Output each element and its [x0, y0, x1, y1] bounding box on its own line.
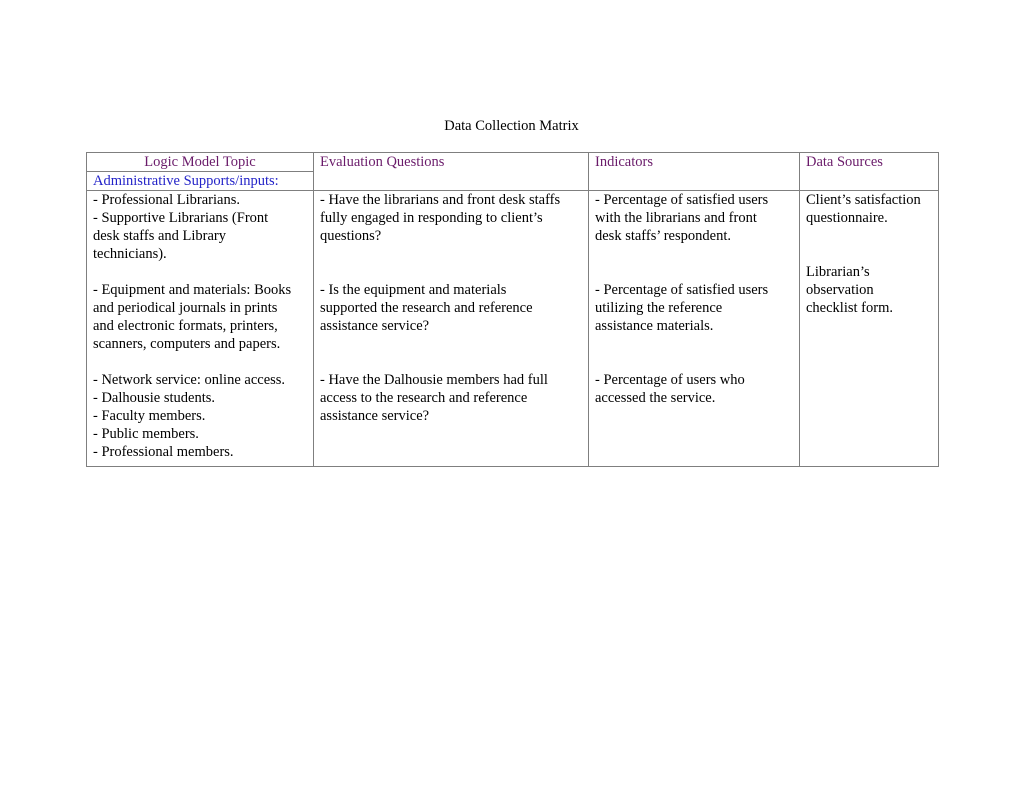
cell-text-line: - Professional Librarians.	[93, 192, 240, 208]
cell-text-line: with the librarians and front	[595, 210, 757, 226]
cell-text-line: assistance service?	[320, 318, 430, 334]
cell-text-line: questions?	[320, 228, 382, 244]
cell-text-line: - Percentage of satisfied users	[595, 282, 769, 298]
cell-text-line: access to the research and reference	[320, 390, 528, 406]
cell-text-line: - Faculty members.	[93, 408, 206, 424]
cell-text-line: - Public members.	[93, 426, 199, 442]
cell-text-line: Librarian’s	[806, 264, 870, 280]
cell-text-line: - Supportive Librarians (Front	[93, 210, 269, 226]
cell-text-line: checklist form.	[806, 300, 893, 316]
questions-cell	[314, 191, 589, 467]
cell-text-line: - Equipment and materials: Books	[93, 282, 292, 298]
cell-text-line: - Have the librarians and front desk staffs	[320, 192, 561, 208]
cell-text-line: - Have the Dalhousie members had full	[320, 372, 548, 388]
blank-line	[320, 263, 582, 281]
blank-line	[93, 263, 307, 281]
blank-line	[320, 245, 582, 263]
blank-line	[93, 353, 307, 371]
cell-text-line: - Percentage of users who	[595, 372, 745, 388]
cell-text-line: - Is the equipment and materials	[320, 282, 507, 298]
blank-line	[806, 227, 932, 245]
indicators-cell	[589, 191, 800, 467]
blank-line	[595, 353, 793, 371]
cell-text-line: - Professional members.	[93, 444, 234, 460]
cell-text-line: and electronic formats, printers,	[93, 318, 278, 334]
cell-text-line: supported the research and reference	[320, 300, 533, 316]
cell-text-line: and periodical journals in prints	[93, 300, 278, 316]
cell-text-line: observation	[806, 282, 874, 298]
cell-text-line: accessed the service.	[595, 390, 716, 406]
header-data-sources: Data Sources	[800, 153, 939, 191]
header-evaluation-questions: Evaluation Questions	[314, 153, 589, 191]
sources-cell	[800, 191, 939, 467]
cell-text-line: technicians).	[93, 246, 167, 262]
cell-text-line: utilizing the reference	[595, 300, 723, 316]
cell-text-line: - Percentage of satisfied users	[595, 192, 769, 208]
subheader-administrative-supports: Administrative Supports/inputs:	[87, 172, 314, 191]
header-logic-model-topic: Logic Model Topic	[87, 153, 314, 172]
data-collection-matrix-table	[86, 152, 939, 467]
blank-line	[320, 335, 582, 353]
cell-text-line: scanners, computers and papers.	[93, 336, 281, 352]
blank-line	[320, 353, 582, 371]
cell-text-line: assistance service?	[320, 408, 430, 424]
cell-text-line: - Network service: online access.	[93, 372, 286, 388]
cell-text-line: - Dalhousie students.	[93, 390, 216, 406]
header-indicators: Indicators	[589, 153, 800, 191]
cell-text-line: assistance materials.	[595, 318, 714, 334]
header-row	[87, 153, 939, 172]
blank-line	[595, 335, 793, 353]
cell-text-line: desk staffs and Library	[93, 228, 227, 244]
cell-text-line: Client’s satisfaction	[806, 192, 921, 208]
cell-text-line: questionnaire.	[806, 210, 888, 226]
topic-cell	[87, 191, 314, 467]
cell-text-line: fully engaged in responding to client’s	[320, 210, 543, 226]
blank-line	[806, 245, 932, 263]
body-row	[87, 191, 939, 467]
blank-line	[595, 263, 793, 281]
cell-text-line: desk staffs’ respondent.	[595, 228, 731, 244]
blank-line	[595, 245, 793, 263]
document-title: Data Collection Matrix	[444, 118, 579, 134]
